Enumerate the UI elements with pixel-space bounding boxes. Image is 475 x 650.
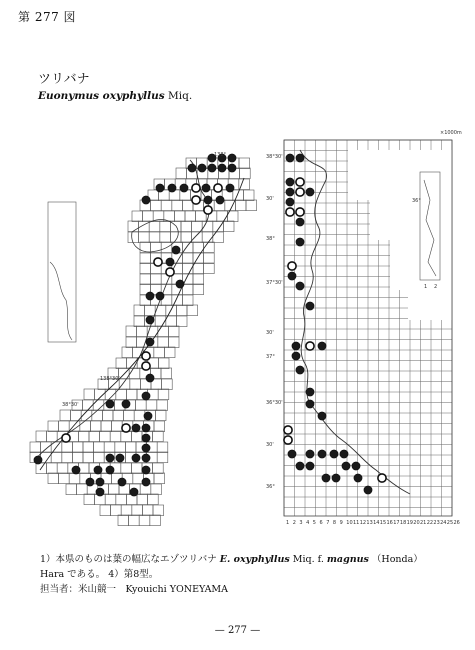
record-dot-filled bbox=[156, 184, 164, 192]
record-dot-filled bbox=[156, 292, 164, 300]
record-dot-filled bbox=[34, 456, 42, 464]
grid-cell bbox=[60, 410, 71, 421]
record-dot-filled bbox=[216, 196, 224, 204]
grid-cell bbox=[84, 494, 95, 505]
grid-cell bbox=[48, 473, 59, 484]
grid-cell bbox=[59, 473, 70, 484]
grid-cell bbox=[181, 232, 192, 243]
record-dot-filled bbox=[288, 450, 296, 458]
lat-label: 36° bbox=[266, 484, 275, 490]
grid-cell bbox=[57, 463, 68, 474]
record-dot-filled bbox=[296, 282, 304, 290]
grid-cell bbox=[105, 494, 116, 505]
grid-cell bbox=[90, 421, 101, 432]
record-dot-filled bbox=[286, 198, 294, 206]
grid-cell bbox=[77, 484, 88, 495]
grid-cell bbox=[116, 358, 127, 369]
record-dot-open bbox=[306, 342, 314, 350]
grid-cell bbox=[89, 431, 100, 442]
tick-label: 12 bbox=[359, 520, 367, 526]
record-dot-filled bbox=[142, 454, 150, 462]
footnote-suffix: （Honda） bbox=[371, 554, 423, 565]
grid-cell bbox=[140, 263, 151, 274]
grid-cell bbox=[78, 431, 89, 442]
genus-species: Euonymus oxyphyllus bbox=[38, 90, 165, 102]
grid-cell bbox=[126, 389, 137, 400]
grid-cell bbox=[243, 190, 254, 201]
record-dot-open bbox=[166, 268, 174, 276]
grid-cell bbox=[94, 452, 105, 463]
record-dot-filled bbox=[204, 196, 212, 204]
record-dot-filled bbox=[146, 292, 154, 300]
record-dot-filled bbox=[318, 450, 326, 458]
lat-label: 30' bbox=[266, 196, 274, 202]
record-dot-open bbox=[204, 206, 212, 214]
record-dot-filled bbox=[188, 164, 196, 172]
record-dot-filled bbox=[166, 258, 174, 266]
grid-cell bbox=[182, 295, 193, 306]
record-dot-filled bbox=[106, 400, 114, 408]
footnote-mid: Miq. f. bbox=[292, 554, 324, 565]
grid-cell bbox=[110, 431, 121, 442]
grid-cell bbox=[83, 442, 94, 453]
grid-cell bbox=[69, 473, 80, 484]
footnote-forma: magnus bbox=[326, 554, 369, 565]
grid-cell bbox=[62, 452, 73, 463]
grid-cell bbox=[134, 316, 145, 327]
grid-cell bbox=[136, 400, 147, 411]
record-dot-filled bbox=[116, 454, 124, 462]
grid-cell bbox=[158, 337, 169, 348]
lat-label: 30' bbox=[266, 442, 274, 448]
grid-cell bbox=[182, 253, 193, 264]
grid-cell bbox=[131, 431, 142, 442]
tick-label: 2 bbox=[292, 520, 296, 526]
grid-cell bbox=[104, 442, 115, 453]
grid-cell bbox=[157, 452, 168, 463]
record-dot-filled bbox=[146, 316, 154, 324]
tick-label: 15 bbox=[379, 520, 387, 526]
inset-frame-left bbox=[48, 202, 76, 342]
grid-cell bbox=[157, 400, 168, 411]
record-dot-filled bbox=[106, 466, 114, 474]
record-dot-filled bbox=[144, 412, 152, 420]
grid-cell bbox=[51, 452, 62, 463]
grid-cell bbox=[239, 158, 250, 169]
species-japanese-name: ツリバナ bbox=[38, 72, 90, 87]
grid-cell bbox=[146, 400, 157, 411]
record-dot-filled bbox=[340, 450, 348, 458]
grid-cell bbox=[36, 431, 47, 442]
grid-cell bbox=[126, 326, 137, 337]
grid-cell bbox=[174, 211, 185, 222]
grid-cell bbox=[143, 211, 154, 222]
grid-cell bbox=[153, 431, 164, 442]
grid-cell bbox=[129, 368, 140, 379]
record-dot-open bbox=[378, 474, 386, 482]
grid-cell bbox=[121, 505, 132, 516]
record-dot-open bbox=[192, 184, 200, 192]
grid-cell bbox=[161, 368, 172, 379]
tick-label: 8 bbox=[332, 520, 337, 526]
grid-cell bbox=[172, 200, 183, 211]
record-dot-open bbox=[286, 208, 294, 216]
grid-cell bbox=[118, 515, 129, 526]
record-dot-filled bbox=[306, 450, 314, 458]
grid-cell bbox=[151, 200, 162, 211]
grid-cell bbox=[213, 232, 224, 243]
grid-cell bbox=[66, 484, 77, 495]
record-dot-open bbox=[214, 184, 222, 192]
grid-cell bbox=[130, 379, 141, 390]
tick-label: 24 bbox=[440, 520, 447, 526]
grid-cell bbox=[151, 484, 162, 495]
record-dot-filled bbox=[122, 400, 130, 408]
record-dot-filled bbox=[228, 164, 236, 172]
grid-cell bbox=[158, 358, 169, 369]
inset-coast-left bbox=[50, 262, 72, 340]
grid-cell bbox=[168, 326, 179, 337]
grid-cell bbox=[149, 232, 160, 243]
record-dot-filled bbox=[202, 184, 210, 192]
record-dot-open bbox=[296, 178, 304, 186]
inset-label: 1 bbox=[424, 284, 428, 290]
grid-cell bbox=[164, 347, 175, 358]
record-dot-open bbox=[122, 424, 130, 432]
tick-label: 23 bbox=[433, 520, 440, 526]
record-dot-filled bbox=[72, 466, 80, 474]
tick-label: 16 bbox=[386, 520, 393, 526]
record-dot-filled bbox=[306, 388, 314, 396]
record-dot-filled bbox=[292, 342, 300, 350]
lat-label: 38°30' bbox=[266, 154, 283, 160]
record-dot-filled bbox=[296, 154, 304, 162]
record-dot-filled bbox=[96, 488, 104, 496]
record-dot-filled bbox=[142, 444, 150, 452]
record-dot-filled bbox=[176, 280, 184, 288]
grid-cell bbox=[153, 463, 164, 474]
record-dot-filled bbox=[130, 488, 138, 496]
grid-cell bbox=[72, 452, 83, 463]
grid-cell bbox=[176, 168, 187, 179]
grid-cell bbox=[148, 494, 159, 505]
grid-cell bbox=[170, 232, 181, 243]
grid-cell bbox=[202, 232, 213, 243]
record-dot-filled bbox=[118, 478, 126, 486]
grid-cell bbox=[47, 463, 58, 474]
record-dot-filled bbox=[96, 478, 104, 486]
grid-cell bbox=[145, 305, 156, 316]
record-dot-filled bbox=[318, 342, 326, 350]
record-dot-filled bbox=[142, 392, 150, 400]
grid-cell bbox=[233, 190, 244, 201]
record-dot-open bbox=[288, 262, 296, 270]
record-dot-filled bbox=[226, 184, 234, 192]
grid-cell bbox=[59, 421, 70, 432]
grid-cell bbox=[102, 410, 113, 421]
record-dot-filled bbox=[198, 164, 206, 172]
grid-cell bbox=[121, 463, 132, 474]
grid-cell bbox=[134, 305, 145, 316]
grid-cell bbox=[154, 473, 165, 484]
grid-cell bbox=[100, 505, 111, 516]
grid-cell bbox=[158, 389, 169, 400]
record-dot-open bbox=[284, 436, 292, 444]
grid-cell bbox=[94, 442, 105, 453]
tick-label: 9 bbox=[339, 520, 343, 526]
record-dot-open bbox=[62, 434, 70, 442]
record-dot-filled bbox=[296, 366, 304, 374]
grid-cell bbox=[223, 221, 234, 232]
record-dot-filled bbox=[306, 462, 314, 470]
grid-cell bbox=[139, 515, 150, 526]
record-dot-open bbox=[296, 208, 304, 216]
record-dot-filled bbox=[296, 238, 304, 246]
record-dot-open bbox=[142, 362, 150, 370]
grid-cell bbox=[116, 494, 127, 505]
grid-cell bbox=[132, 211, 143, 222]
grid-cell bbox=[176, 316, 187, 327]
tick-label: 13 bbox=[366, 520, 373, 526]
grid-cell bbox=[72, 442, 83, 453]
grid-cell bbox=[149, 221, 160, 232]
record-dot-filled bbox=[306, 188, 314, 196]
record-dot-filled bbox=[168, 184, 176, 192]
record-dot-filled bbox=[106, 454, 114, 462]
tick-label: 25 bbox=[446, 520, 454, 526]
record-dot-filled bbox=[208, 164, 216, 172]
footnote-line3: 担当者：米山競一 Kyouichi YONEYAMA bbox=[40, 584, 229, 595]
record-dot-filled bbox=[142, 434, 150, 442]
record-dot-filled bbox=[286, 188, 294, 196]
record-dot-open bbox=[154, 258, 162, 266]
grid-cell bbox=[128, 221, 139, 232]
grid-cell bbox=[193, 253, 204, 264]
lat-label: 30' bbox=[266, 330, 274, 336]
record-dot-filled bbox=[180, 184, 188, 192]
grid-cell bbox=[101, 421, 112, 432]
record-dot-filled bbox=[132, 454, 140, 462]
grid-cell bbox=[30, 442, 41, 453]
record-dot-filled bbox=[288, 272, 296, 280]
record-dot-filled bbox=[142, 478, 150, 486]
grid-cell bbox=[108, 484, 119, 495]
grid-cell bbox=[62, 442, 73, 453]
grid-cell bbox=[137, 326, 148, 337]
tick-label: 10 bbox=[346, 520, 353, 526]
figure-label: 第 277 図 bbox=[18, 10, 77, 24]
grid-cell bbox=[132, 505, 143, 516]
record-dot-filled bbox=[306, 400, 314, 408]
grid-cell bbox=[160, 232, 171, 243]
grid-cell bbox=[204, 253, 215, 264]
record-dot-filled bbox=[86, 478, 94, 486]
grid-cell bbox=[153, 505, 164, 516]
record-dot-filled bbox=[296, 218, 304, 226]
tick-label: 1 bbox=[286, 520, 290, 526]
footnote-prefix: 1）本県のものは葉の幅広なエゾツリバナ bbox=[40, 554, 217, 565]
grid-cell bbox=[113, 410, 124, 421]
grid-cell bbox=[176, 305, 187, 316]
tick-label: 20 bbox=[413, 520, 420, 526]
grid-cell bbox=[155, 410, 166, 421]
record-dot-filled bbox=[94, 466, 102, 474]
grid-cell bbox=[83, 452, 94, 463]
record-dot-filled bbox=[306, 302, 314, 310]
record-dot-filled bbox=[364, 486, 372, 494]
grid-cell bbox=[155, 305, 166, 316]
record-dot-filled bbox=[172, 246, 180, 254]
grid-cell bbox=[193, 263, 204, 274]
grid-cell bbox=[185, 211, 196, 222]
footnote bbox=[40, 552, 460, 597]
record-dot-filled bbox=[142, 466, 150, 474]
record-dot-filled bbox=[352, 462, 360, 470]
grid-cell bbox=[119, 379, 130, 390]
record-dot-open bbox=[284, 426, 292, 434]
grid-cell bbox=[139, 232, 150, 243]
record-dot-filled bbox=[332, 474, 340, 482]
tick-label: 6 bbox=[319, 520, 323, 526]
grid-cell bbox=[193, 274, 204, 285]
grid-cell bbox=[161, 200, 172, 211]
record-dot-filled bbox=[318, 412, 326, 420]
grid-cell bbox=[150, 515, 161, 526]
grid-cell bbox=[154, 347, 165, 358]
grid-cell bbox=[168, 337, 179, 348]
grid-cell bbox=[128, 232, 139, 243]
tick-label: 3 bbox=[299, 520, 303, 526]
grid-cell bbox=[84, 389, 95, 400]
grid-cell bbox=[48, 421, 59, 432]
grid-cell bbox=[193, 284, 204, 295]
record-dot-filled bbox=[330, 450, 338, 458]
tick-label: 17 bbox=[393, 520, 400, 526]
grid-cell bbox=[100, 431, 111, 442]
record-dot-open bbox=[142, 352, 150, 360]
inset-label: 2 bbox=[434, 284, 438, 290]
tick-label: 11 bbox=[353, 520, 360, 526]
grid-cell bbox=[111, 505, 122, 516]
scale-note: ×1000m bbox=[440, 130, 462, 136]
lat-label: 37° bbox=[266, 354, 275, 360]
record-dot-filled bbox=[218, 164, 226, 172]
lat-label: 38° bbox=[266, 236, 275, 242]
author: Miq. bbox=[168, 90, 193, 102]
grid-cell bbox=[92, 410, 103, 421]
grid-cell bbox=[154, 421, 165, 432]
record-dot-filled bbox=[146, 374, 154, 382]
record-dot-filled bbox=[142, 196, 150, 204]
grid-cell bbox=[134, 410, 145, 421]
empty-region bbox=[348, 150, 452, 320]
left-map-label: 38°30' bbox=[62, 402, 79, 408]
grid-cell bbox=[47, 431, 58, 442]
grid-cell bbox=[181, 221, 192, 232]
tick-label: 4 bbox=[306, 520, 310, 526]
grid-cell bbox=[151, 274, 162, 285]
record-dot-filled bbox=[286, 178, 294, 186]
tick-label: 26 bbox=[453, 520, 460, 526]
record-dot-filled bbox=[286, 154, 294, 162]
tick-label: 18 bbox=[399, 520, 407, 526]
record-dot-open bbox=[192, 196, 200, 204]
grid-cell bbox=[140, 274, 151, 285]
grid-cell bbox=[140, 253, 151, 264]
tick-label: 7 bbox=[326, 520, 330, 526]
grid-cell bbox=[129, 515, 140, 526]
grid-cell bbox=[160, 221, 171, 232]
footnote-taxon: E. oxyphyllus bbox=[219, 554, 290, 565]
grid-cell bbox=[112, 421, 123, 432]
tick-label: 21 bbox=[420, 520, 427, 526]
grid-cell bbox=[217, 211, 228, 222]
record-dot-filled bbox=[146, 338, 154, 346]
grid-cell bbox=[122, 347, 133, 358]
grid-cell bbox=[240, 168, 251, 179]
grid-cell bbox=[235, 200, 246, 211]
grid-cell bbox=[225, 200, 236, 211]
record-dot-filled bbox=[228, 154, 236, 162]
lat-label: 37°30' bbox=[266, 280, 283, 286]
grid-cell bbox=[158, 326, 169, 337]
left-map-label: 138° bbox=[214, 152, 227, 158]
tick-label: 22 bbox=[426, 520, 434, 526]
grid-cell bbox=[137, 494, 148, 505]
record-dot-filled bbox=[354, 474, 362, 482]
grid-cell bbox=[187, 305, 198, 316]
grid-cell bbox=[157, 442, 168, 453]
grid-cell bbox=[142, 505, 153, 516]
grid-cell bbox=[192, 221, 203, 232]
left-map-label: 138°30' bbox=[100, 376, 120, 382]
record-dot-filled bbox=[142, 424, 150, 432]
record-dot-filled bbox=[296, 462, 304, 470]
grid-cell bbox=[140, 242, 151, 253]
lat-label: 36°30' bbox=[266, 400, 283, 406]
grid-cell bbox=[126, 337, 137, 348]
record-dot-filled bbox=[132, 424, 140, 432]
inset-label: 36° bbox=[412, 198, 421, 204]
tick-label: 5 bbox=[312, 520, 316, 526]
grid-cell bbox=[162, 379, 173, 390]
grid-cell bbox=[124, 410, 135, 421]
grid-cell bbox=[131, 463, 142, 474]
footnote-line2: Hara である。 4）第8型。 bbox=[40, 569, 159, 580]
record-dot-filled bbox=[322, 474, 330, 482]
record-dot-filled bbox=[342, 462, 350, 470]
grid-cell bbox=[80, 421, 91, 432]
page-number: — 277 — bbox=[214, 625, 261, 636]
record-dot-open bbox=[296, 188, 304, 196]
grid-cell bbox=[204, 263, 215, 274]
tick-label: 14 bbox=[373, 520, 380, 526]
record-dot-filled bbox=[292, 352, 300, 360]
grid-cell bbox=[125, 442, 136, 453]
grid-cell bbox=[192, 232, 203, 243]
grid-cell bbox=[115, 442, 126, 453]
grid-cell bbox=[41, 442, 52, 453]
grid-cell bbox=[246, 200, 257, 211]
tick-label: 19 bbox=[406, 520, 413, 526]
